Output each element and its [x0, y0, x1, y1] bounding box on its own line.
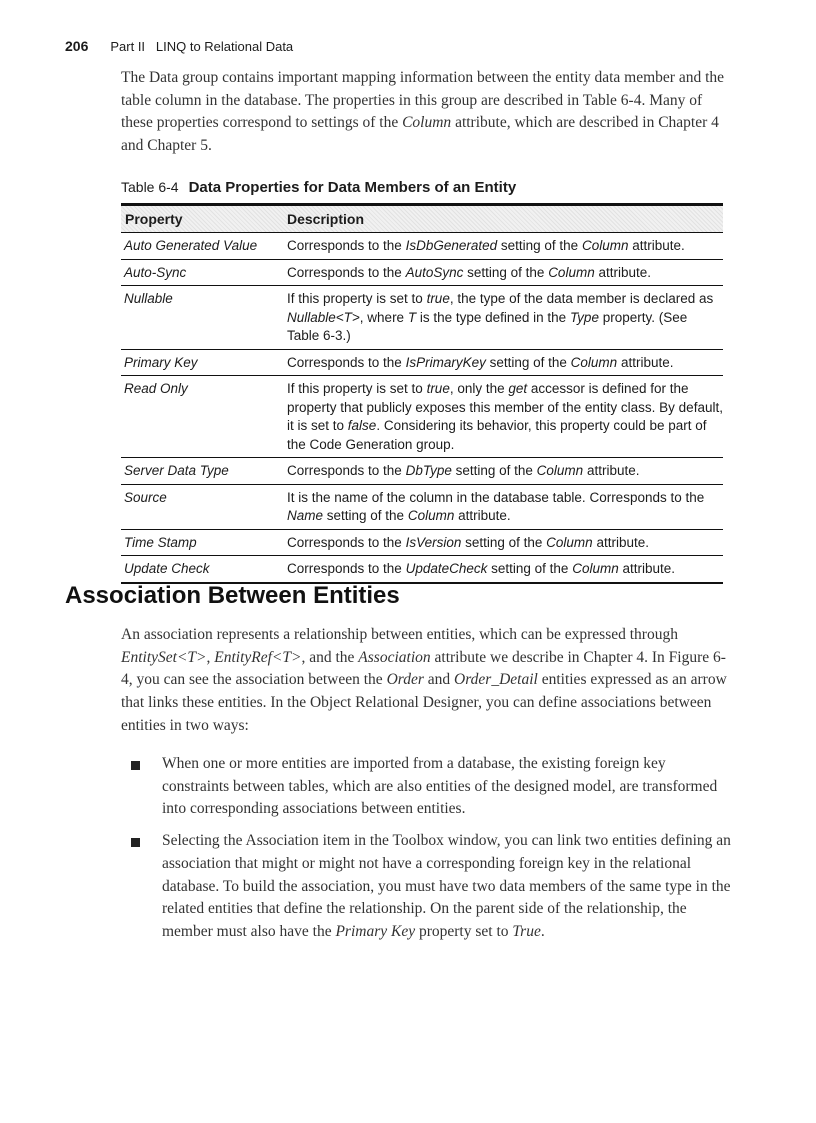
- table-row: [121, 286, 723, 350]
- table-header-row: [121, 206, 723, 233]
- description-cell: Corresponds to the IsPrimaryKey setting of the Column attribute.: [287, 354, 674, 370]
- square-bullet-icon: [131, 838, 140, 847]
- table-row: [121, 233, 723, 260]
- bullet-text: Selecting the Association item in the Toolbox window, you can link two entities defining an association that might or might not have a corresponding foreign key in the relational database. To build the association, you must have two data members of the same type in the related entities that define the relationship. On the parent side of the relationship, the member must also have the Primary Key property set to True.: [162, 832, 731, 940]
- property-cell: Source: [124, 489, 167, 505]
- property-cell: Auto Generated Value: [124, 238, 258, 253]
- table-row: [121, 458, 723, 485]
- list-item: [121, 830, 733, 944]
- section-heading: Association Between Entities: [65, 582, 400, 609]
- table-row: [121, 260, 723, 287]
- property-cell: Time Stamp: [124, 534, 197, 550]
- description-cell: Corresponds to the AutoSync setting of the Column attribute.: [287, 264, 651, 280]
- property-cell: Nullable: [124, 291, 173, 306]
- description-cell: If this property is set to true, only the get accessor is defined for the property that publicly exposes this member of the entity class. By default, it is set to false. Considering its behavior, this property could be part of the Code Generation group.: [287, 381, 723, 452]
- property-cell: Update Check: [124, 561, 210, 576]
- part-title: Part II LINQ to Relational Data: [110, 39, 294, 54]
- table-row: [121, 376, 723, 458]
- table-caption: [121, 179, 516, 196]
- column-header-property: Property: [125, 211, 183, 227]
- description-cell: Corresponds to the IsVersion setting of the Column attribute.: [287, 534, 649, 550]
- bullet-list: [121, 753, 733, 953]
- table-row: [121, 530, 723, 557]
- property-cell: Auto-Sync: [124, 264, 187, 280]
- table-row: [121, 485, 723, 530]
- table-caption-number: Table 6-4: [121, 179, 179, 195]
- data-properties-table: [121, 203, 723, 584]
- intro-paragraph: The Data group contains important mapping information between the entity data member and the table column in the database. The properties in this group are described in Table 6-4. Many of these properties correspond to settings of the Column attribute, which are described in Chapter 4 and Chapter 5.: [121, 69, 725, 155]
- table-row: [121, 556, 723, 584]
- column-header-description: Description: [287, 210, 365, 227]
- running-head: [65, 38, 293, 54]
- table-caption-title: Data Properties for Data Members of an Entity: [188, 179, 517, 196]
- square-bullet-icon: [131, 761, 140, 770]
- property-cell: Server Data Type: [124, 463, 229, 478]
- property-cell: Primary Key: [124, 354, 198, 370]
- list-item: [121, 753, 733, 821]
- description-cell: Corresponds to the IsDbGenerated setting of the Column attribute.: [287, 238, 685, 253]
- description-cell: Corresponds to the UpdateCheck setting of the Column attribute.: [287, 561, 676, 576]
- table-row: [121, 350, 723, 377]
- page-number: 206: [65, 38, 89, 54]
- description-cell: If this property is set to true, the type of the data member is declared as Nullable<T>, where T is the type defined in the Type property. (See Table 6-3.): [287, 291, 714, 343]
- bullet-text: When one or more entities are imported from a database, the existing foreign key constraints between tables, which are also entities of the designed model, are transformed into corresponding associations between entities.: [162, 755, 718, 818]
- association-paragraph: An association represents a relationship between entities, which can be expressed through EntitySet<T>, EntityRef<T>, and the Association attribute we describe in Chapter 4. In Figure 6-4, you can see the association between the Order and Order_Detail entities expressed as an arrow that links these entities. In the Object Relational Designer, you can define associations between entities in two ways:: [121, 626, 727, 734]
- property-cell: Read Only: [124, 381, 188, 396]
- description-cell: It is the name of the column in the database table. Corresponds to the Name setting of the Column attribute.: [287, 489, 705, 523]
- description-cell: Corresponds to the DbType setting of the Column attribute.: [287, 463, 640, 478]
